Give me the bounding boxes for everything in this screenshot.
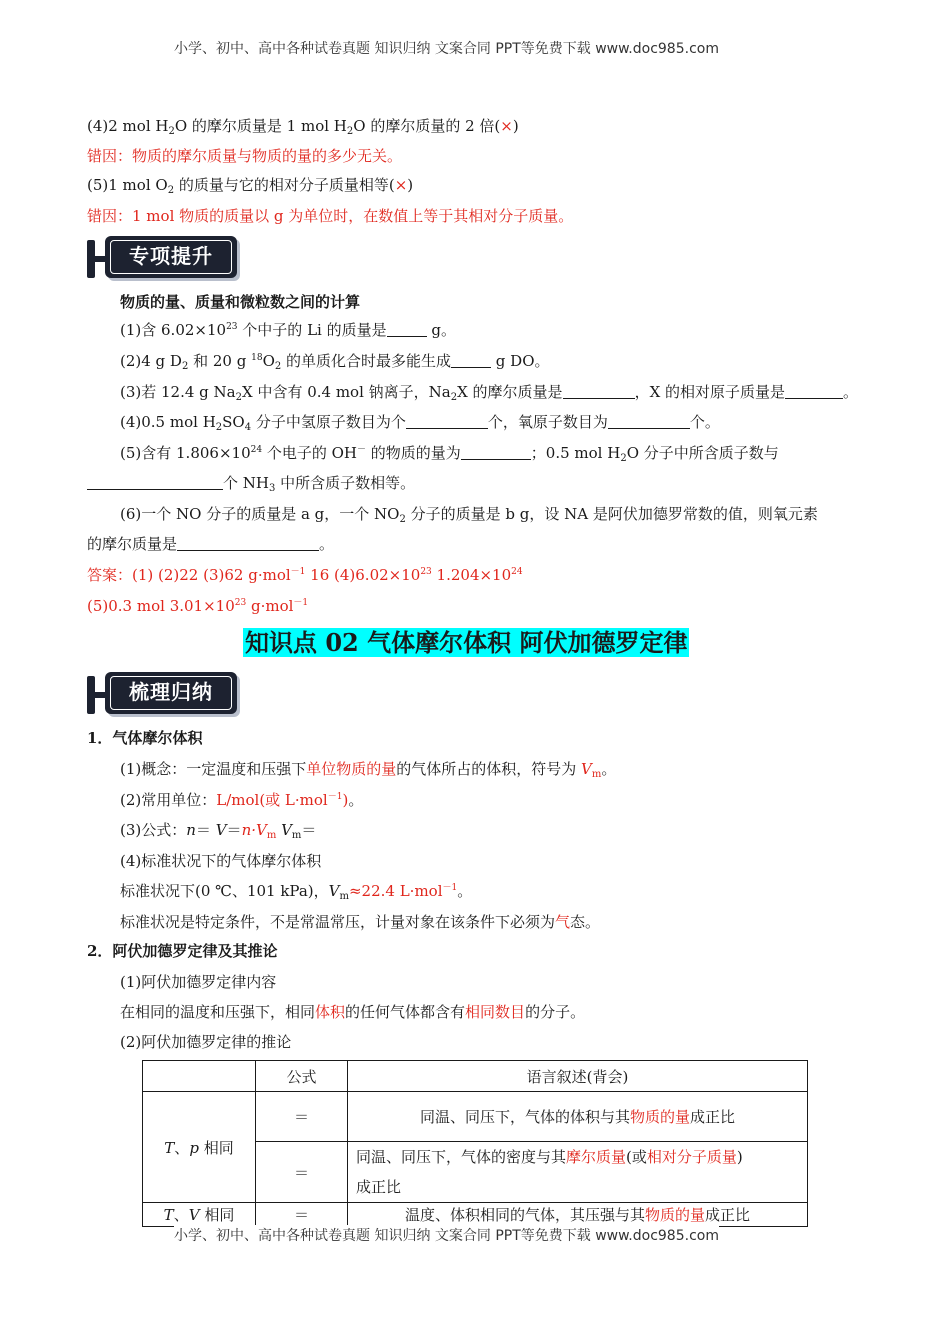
- desc-cell: 同温、同压下，气体的密度与其摩尔质量(或相对分子质量) 成正比: [348, 1142, 808, 1203]
- special-q6-cont: 的摩尔质量是 。: [87, 535, 335, 553]
- judgement-4: (4)2 mol $H_2O$ 的摩尔质量是 1 mol $H_2O$ 的摩尔质量的 2 倍(×): [87, 117, 519, 137]
- special-q5-cont: 个 $NH_3$ 中所含质子数相等。: [87, 472, 415, 494]
- summary-badge-label: 梳理归纳: [110, 676, 232, 710]
- standard-heading: (4)标准状况下的气体摩尔体积: [120, 852, 322, 870]
- special-q5: (5)含有 $1.806\times 10^{24}$ 个电子的 OH－ 的物质的量为 ；0.5 mol $H_2O$ 分子中所含质子数与: [120, 444, 779, 464]
- law-content: 在相同的温度和压强下，相同体积的任何气体都含有相同数目的分子。: [120, 1003, 586, 1021]
- special-badge-label: 专项提升: [110, 240, 232, 274]
- corollary-heading: (2)阿伏加德罗定律的推论: [120, 1033, 292, 1051]
- special-badge: [87, 236, 237, 282]
- special-q1: (1)含 $6.02\times 10^{23}$ 个中子的 Li 的质量是 g。: [120, 321, 456, 339]
- condition-tp: T、p 相同: [143, 1092, 256, 1203]
- standard-note: 标准状况是特定条件，不是常温常压，计量对象在该条件下必须为气态。: [120, 913, 601, 931]
- col-desc-header: 语言叙述(背会): [348, 1061, 808, 1092]
- page-header: 小学、初中、高中各种试卷真题 知识归纳 文案合同 PPT等免费下载 www.doc985.com: [174, 41, 719, 57]
- table-row: [143, 1092, 808, 1142]
- table-header-row: [143, 1061, 808, 1092]
- special-q4: (4)0.5 mol $H_2SO_4$ 分子中氢原子数目为个 个，氧原子数目为 个。: [120, 413, 720, 433]
- section-2-heading: 2．阿伏加德罗定律及其推论: [87, 942, 278, 960]
- section-1-heading: 1．气体摩尔体积: [87, 729, 203, 747]
- desc-cell: 温度、体积相同的气体，其压强与其物质的量成正比: [348, 1203, 808, 1227]
- answer-line-1: 答案：(1) (2)22 (3)62 g·mol$^{-1}$ 16 $(4)6.02\times 10^{23}$ $1.204\times 10^{24}$: [87, 566, 523, 584]
- corollary-table: [142, 1060, 808, 1227]
- condition-tv: T、V 相同: [143, 1203, 256, 1227]
- standard-value-line: 标准状况下(0 ℃、101 kPa)，$V_m\approx 22.4$ L·mol$^{-1}$。: [120, 882, 473, 902]
- formula-cell: ＝: [256, 1142, 348, 1203]
- col-formula-header: 公式: [256, 1061, 348, 1092]
- unit-line: (2)常用单位：L/mol(或 L·mol$^{-1}$)。: [120, 791, 364, 809]
- table-row: [143, 1203, 808, 1227]
- judgement-5: (5)1 mol $O_2$ 的质量与它的相对分子质量相等(×): [87, 176, 414, 196]
- formula-line: (3)公式：$n= V=n\cdot V_m$ $V_m=$: [120, 821, 317, 841]
- page-footer: 小学、初中、高中各种试卷真题 知识归纳 文案合同 PPT等免费下载 www.doc985.com: [174, 1225, 719, 1245]
- special-q6: (6)一个 NO 分子的质量是 a g，一个 $NO_2$ 分子的质量是 b g，设 NA 是阿伏加德罗常数的值，则氧元素: [120, 505, 818, 525]
- special-q2: (2)4 g $D_2$ 和 20 g $^{18}O_2$ 的单质化合时最多能生成 g DO。: [120, 352, 550, 372]
- formula-cell: ＝: [256, 1092, 348, 1142]
- reason-4: 错因：物质的摩尔质量与物质的量的多少无关。: [87, 147, 403, 165]
- knowledge-point-title: 知识点 02 气体摩尔体积 阿伏加德罗定律: [245, 628, 688, 657]
- special-q3: (3)若 12.4 g $Na_2X$ 中含有 0.4 mol 钠离子，$Na_2X$ 的摩尔质量是 ，X 的相对原子质量是 。: [120, 383, 859, 403]
- special-heading: 物质的量、质量和微粒数之间的计算: [120, 293, 361, 311]
- law-heading: (1)阿伏加德罗定律内容: [120, 973, 277, 991]
- concept-line: (1)概念：一定温度和压强下单位物质的量的气体所占的体积，符号为 $V_m$。: [120, 760, 617, 780]
- summary-badge: [87, 672, 237, 718]
- reason-5: 错因：1 mol 物质的质量以 g 为单位时，在数值上等于其相对分子质量。: [87, 207, 574, 225]
- desc-cell: 同温、同压下，气体的体积与其物质的量成正比: [348, 1092, 808, 1142]
- answer-line-2: (5)0.3 mol $3.01\times 10^{23}$ g·mol$^{-1}$: [87, 597, 309, 615]
- formula-cell: ＝: [256, 1203, 348, 1227]
